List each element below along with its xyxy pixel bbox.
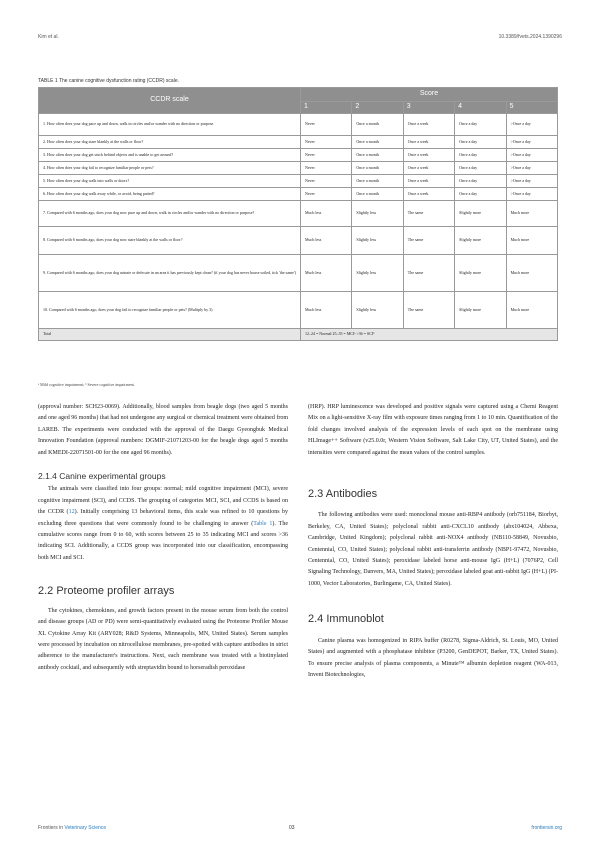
- footer-site-link[interactable]: frontiersin.org: [531, 825, 562, 831]
- left-column: [38, 402, 288, 674]
- score-cell: Much more: [506, 255, 557, 292]
- score-cell: Slightly less: [352, 292, 403, 329]
- score-cell: Much more: [506, 201, 557, 227]
- score-cell: Slightly more: [455, 201, 506, 227]
- table-row: [39, 227, 558, 255]
- journal-prefix: Frontiers in: [38, 825, 65, 831]
- score-col-3: 3: [403, 102, 454, 114]
- score-cell: Once a week: [403, 114, 454, 136]
- score-cell: >Once a day: [506, 175, 557, 188]
- footer-journal: [38, 825, 106, 831]
- ccdr-scale-header: CCDR scale: [39, 88, 301, 114]
- score-cell: The same: [403, 292, 454, 329]
- score-cell: Never: [301, 149, 352, 162]
- table-row: [39, 201, 558, 227]
- paragraph: The following antibodies were used: monoclonal mouse anti-RBP4 antibody (orb751184, Biorbyt, Berkeley, CA, United States); polyclonal rabbit anti-CXCL10 antibody (abx104024, Abbexa, Cambridge, United Kingdom); polyclonal rabbit anti-NOX4 antibody (NB110-58849, Novusbio, Centennial, CO, United States); polyclonal rabbit anti-transferrin antibody (NBP1-97472, Novusbio, Centennial, CO, United States); peroxidase labeled horse anti-mouse IgG (H+L) (7076P2, Cell Signaling Technology, Danvers, MA, United States); peroxidase labeled goat anti-rabbit IgG (H+L) (PI-1000, Vector Laboratories, Burlingame, CA, United States).: [308, 512, 558, 587]
- item-text: 4. How often does your dog fail to recognize familiar people or pets?: [39, 162, 301, 175]
- journal-name: Veterinary Science: [64, 825, 107, 831]
- score-cell: Never: [301, 175, 352, 188]
- score-cell: Once a month: [352, 114, 403, 136]
- section-heading: 2.3 Antibodies: [308, 488, 378, 501]
- table-row: [39, 114, 558, 136]
- item-text: 2. How often does your dog stare blankly at the walls or floor?: [39, 136, 301, 149]
- paragraph: [38, 484, 288, 564]
- score-cell: Once a week: [403, 136, 454, 149]
- score-cell: Slightly less: [352, 227, 403, 255]
- score-cell: Much more: [506, 292, 557, 329]
- paragraph-text: ). Initially comprising 13 behavioral items, this scale was refined to 10 questions by excluding three questions that were commonly found to be challenging to answer (: [38, 509, 288, 527]
- score-cell: Once a day: [455, 136, 506, 149]
- score-cell: Once a week: [403, 175, 454, 188]
- score-cell: >Once a day: [506, 188, 557, 201]
- score-cell: Much less: [301, 227, 352, 255]
- section-heading: 2.4 Immunoblot: [308, 613, 384, 626]
- ccdr-table: [38, 87, 558, 341]
- paragraph: Canine plasma was homogenized in RIPA buffer (R0278, Sigma-Aldrich, St. Louis, MO, United States) and augmented with a phosphatase inhibitor (P3200, GenDEPOT, Barker, TX, United States). To ensure precise analysis of plasma components, a Minute™ albumin depletion reagent (WA-013, Invent Biotechnologies,: [308, 637, 558, 678]
- reference-link[interactable]: 12: [68, 509, 75, 516]
- score-cell: Never: [301, 162, 352, 175]
- item-text: 6. How often does your dog walk away while, or avoid, being patted?: [39, 188, 301, 201]
- paragraph: The cytokines, chemokines, and growth factors present in the mouse serum from both the control and disease groups (AD or PD) were semi-quantitatively evaluated using the Proteome Profiler Mouse XL Cytokine Array Kit (ARY028; R&D Systems, Minneapolis, MN, United States). Serum samples were processed by incubation on nitrocellulose membranes, pre-spotted with capture antibodies in strict adherence to the manufacturer's instructions. Next, each membrane was treated with a biotinylated antibody cocktail, and subsequently with streptavidin bound to horseradish peroxidase: [38, 607, 288, 671]
- score-cell: Slightly less: [352, 201, 403, 227]
- table-row: [39, 292, 558, 329]
- score-cell: Once a week: [403, 188, 454, 201]
- table-link[interactable]: Table 1: [253, 520, 273, 527]
- score-cell: Once a month: [352, 188, 403, 201]
- header-doi: 10.3389/fvets.2024.1390296: [498, 34, 562, 40]
- header-authors: Kim et al.: [38, 34, 59, 40]
- score-cell: >Once a day: [506, 136, 557, 149]
- score-cell: Once a day: [455, 162, 506, 175]
- score-col-2: 2: [352, 102, 403, 114]
- score-cell: Once a month: [352, 149, 403, 162]
- running-header: [38, 34, 562, 44]
- score-cell: Never: [301, 114, 352, 136]
- total-row: [39, 329, 558, 341]
- section-heading: 2.1.4 Canine experimental groups: [38, 471, 166, 482]
- total-label: Total: [39, 329, 301, 341]
- item-text: 9. Compared with 6 months ago, does your dog urinate or defecate in an area it has previously kept clean? (if your dog has never house soiled, tick 'the same'): [39, 255, 301, 292]
- score-cell: Never: [301, 136, 352, 149]
- score-cell: Much less: [301, 201, 352, 227]
- table-row: [39, 136, 558, 149]
- score-cell: Slightly more: [455, 227, 506, 255]
- score-col-5: 5: [506, 102, 557, 114]
- score-cell: Once a day: [455, 149, 506, 162]
- score-cell: Once a week: [403, 162, 454, 175]
- table-row: [39, 175, 558, 188]
- total-value: 12–24 = Normal 25–35 = MCIᵃ >36 = SCIᵇ: [301, 329, 558, 341]
- right-column: [308, 402, 558, 681]
- score-cell: >Once a day: [506, 149, 557, 162]
- score-cell: Once a month: [352, 175, 403, 188]
- score-cell: Slightly more: [455, 292, 506, 329]
- score-cell: The same: [403, 227, 454, 255]
- score-cell: Once a month: [352, 136, 403, 149]
- section-heading: 2.2 Proteome profiler arrays: [38, 585, 175, 598]
- paragraph: (HRP). HRP luminescence was developed and positive signals were captured using a Chemi Reagent Mix on a light-sensitive X-ray film with exposure times ranging from 1 to 10 min. Quantification of the fold changes involved analysis of the expression levels of each spot on the membrane using HLImage++ Software (v25.0.0r, Western Vision Software, Salt Lake City, UT, United States), and the intensities were compared against the mean values of the control samples.: [308, 404, 558, 456]
- score-col-4: 4: [455, 102, 506, 114]
- item-text: 5. How often does your dog walk into walls or doors?: [39, 175, 301, 188]
- item-text: 3. How often does your dog get stuck behind objects and is unable to get around?: [39, 149, 301, 162]
- table-row: [39, 162, 558, 175]
- score-cell: Once a day: [455, 188, 506, 201]
- table-footnote: ᵃ Mild cognitive impairment; ᵇ Severe cognitive impairment.: [38, 382, 135, 387]
- paragraph: (approval number: SCH23-0069). Additionally, blood samples from beagle dogs (two aged 5 months and one aged 96 months) that had not undergone any surgical or chemical treatment were obtained from LAREB. The experiments were conducted with the approval of the Daegu Gyeongbuk Medical Innovation Foundation (approval numbers: DGMIF-21071203-00 for the beagle dogs aged 5 months and KMEDI-22071501-00 for the one aged 96 months).: [38, 404, 288, 456]
- score-cell: Much less: [301, 255, 352, 292]
- score-cell: Much more: [506, 227, 557, 255]
- table-caption: TABLE 1 The canine cognitive dysfunction rating (CCDR) scale.: [38, 78, 179, 84]
- score-cell: Once a day: [455, 114, 506, 136]
- paragraph-text: ). The cumulative scores range from 0 to 60, with scores between 25 to 35 indicating MCI and scores >36 indicating SCI. Additionally, a CCDS group was incorporated into our classification, encompassing both MCI and SCI.: [38, 520, 288, 561]
- item-text: 7. Compared with 6 months ago, does your dog now pace up and down, walk in circles and/or wander with no direction or purpose?: [39, 201, 301, 227]
- score-header: Score: [301, 88, 558, 102]
- score-cell: Slightly more: [455, 255, 506, 292]
- score-col-1: 1: [301, 102, 352, 114]
- item-text: 1. How often does your dog pace up and down, walk in circles and/or wander with no direction or purpose: [39, 114, 301, 136]
- score-cell: >Once a day: [506, 162, 557, 175]
- score-cell: The same: [403, 255, 454, 292]
- paragraph-text: The animals were classified into four groups: normal; mild cognitive impairment (MCI), severe cognitive impairment (SCI), and CCDS. The grouping of categories MCI, SCI, and CCDS is based on the CCDR (: [38, 486, 288, 516]
- table-row: [39, 149, 558, 162]
- page-number: 03: [289, 825, 295, 831]
- score-cell: The same: [403, 201, 454, 227]
- score-cell: Slightly less: [352, 255, 403, 292]
- score-cell: >Once a day: [506, 114, 557, 136]
- score-cell: Once a week: [403, 149, 454, 162]
- item-text: 10. Compared with 6 months ago, does your dog fail to recognize familiar people or pets? (Multiply by 3): [39, 292, 301, 329]
- table-row: [39, 188, 558, 201]
- item-text: 8. Compared with 6 months ago, does your dog now stare blankly at the walls or floor?: [39, 227, 301, 255]
- score-cell: Once a month: [352, 162, 403, 175]
- table-row: [39, 255, 558, 292]
- score-cell: Much less: [301, 292, 352, 329]
- score-cell: Once a day: [455, 175, 506, 188]
- score-cell: Never: [301, 188, 352, 201]
